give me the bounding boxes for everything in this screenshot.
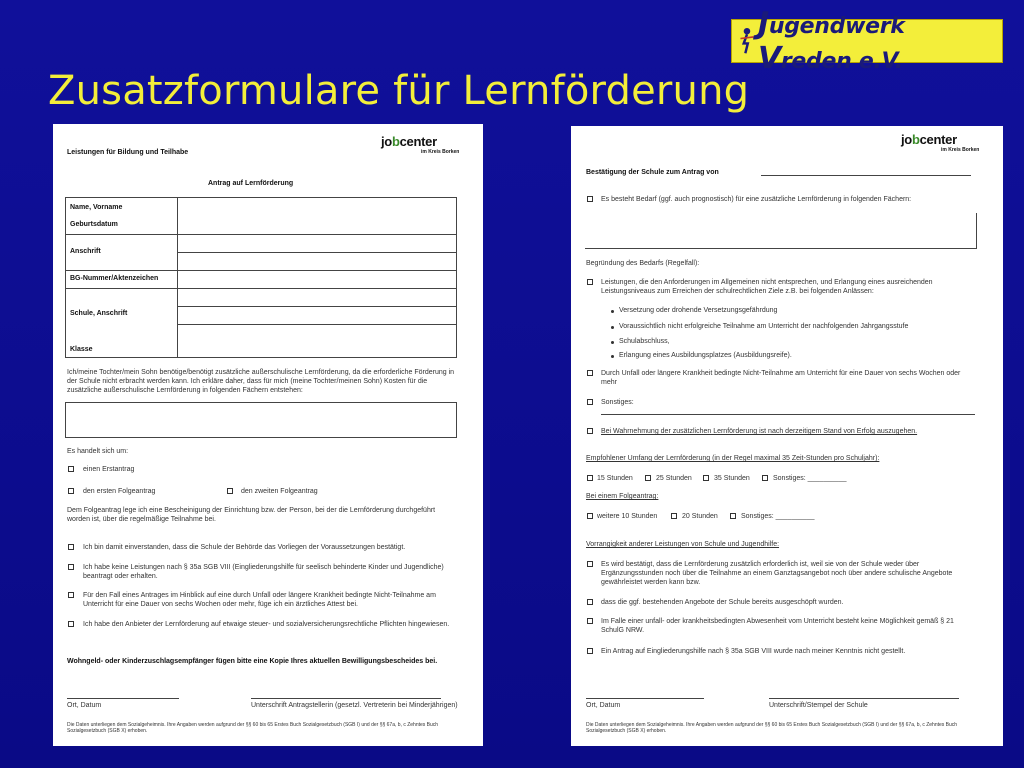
checkbox-v3[interactable] xyxy=(587,618,593,624)
checkbox-20-stunden[interactable] xyxy=(671,513,677,519)
option-zweiter-folgeantrag: den zweiten Folgeantrag xyxy=(241,488,318,495)
sig-antragsteller: Unterschrift Antragstellerin (gesetzl. Vertreterin bei Minderjährigen) xyxy=(251,702,458,709)
option-sonstiges-folge: Sonstiges: __________ xyxy=(741,513,815,520)
logo-text: Jugendwerk Vreden e.V. xyxy=(757,6,905,76)
jobcenter-subtitle: im Kreis Borken xyxy=(421,149,460,155)
v2-text: dass die ggf. bestehenden Angebote der Schule bereits ausgeschöpft wurden. xyxy=(601,599,844,606)
checkbox-anbieter[interactable] xyxy=(68,621,74,627)
checkbox-attest[interactable] xyxy=(68,592,74,598)
checkbox-25-stunden[interactable] xyxy=(645,475,651,481)
label-address: Anschrift xyxy=(70,248,101,255)
form-bestaetigung-schule xyxy=(571,126,1003,746)
leistungen-text: Leistungen, die den Anforderungen im Allgemeinen nicht entsprechen, und Erlangung eines ausreichenden Leistungsniveaus zum Erreichen der schulrechtlichen Ziele z.B. bei folgenden Anlässen: xyxy=(601,279,933,295)
jugendwerk-logo xyxy=(731,6,1003,76)
form-header: Bestätigung der Schule zum Antrag von xyxy=(586,169,719,176)
begruendung-label: Begründung des Bedarfs (Regelfall): xyxy=(586,260,700,267)
check-anbieter: Ich habe den Anbieter der Lernförderung auf etwaige steuer- und sozialversicherungsrechtliche Pflichten hingewiesen. xyxy=(83,621,450,628)
checkbox-35-stunden[interactable] xyxy=(703,475,709,481)
v4-text: Ein Antrag auf Eingliederungshilfe nach § 35a SGB VIII wurde nach meiner Kenntnis nicht gestellt. xyxy=(601,648,906,655)
form-antrag-lernfoerderung xyxy=(53,124,483,746)
folgeantrag-label: Bei einem Folgeantrag: xyxy=(586,493,659,500)
jobcenter-logo: jobcenter xyxy=(381,134,437,149)
option-sonstiges-umfang: Sonstiges: __________ xyxy=(773,475,847,482)
v3-text: Im Falle einer unfall- oder krankheitsbedingten Abwesenheit vom Unterricht besteht keine Möglichkeit gemäß § 21 SchulG NRW. xyxy=(601,618,954,634)
sig-ort-datum: Ort, Datum xyxy=(67,702,102,709)
checkbox-v2[interactable] xyxy=(587,599,593,605)
label-name: Name, Vorname xyxy=(70,204,123,211)
sig-ort-datum: Ort, Datum xyxy=(586,702,621,709)
checkbox-einverstanden[interactable] xyxy=(68,544,74,550)
check-attest: Für den Fall eines Antrages im Hinblick auf eine durch Unfall oder längere Krankheit bedingte Nicht-Teilnahme am Unterricht für eine Dauer von sechs Wochen oder mehr, füge ich ein ärztliches Attest bei. xyxy=(83,592,436,608)
intro-text: Ich/meine Tochter/mein Sohn benötige/benötigt zusätzliche außerschulische Lernförderung, da die erforderliche Förderung in der Schule nicht erbracht werden kann. Ich erkläre daher, dass für mich (meine Tochter/meinen Sohn) Kosten für die zusätzliche außerschulische Lernförderung in folgenden Fächern entstehen: xyxy=(67,369,455,394)
checkbox-15-stunden[interactable] xyxy=(587,475,593,481)
checkbox-v1[interactable] xyxy=(587,561,593,567)
v1-text: Es wird bestätigt, dass die Lernförderung zusätzlich erforderlich ist, weil sie von der Schule weder über Ergänzungsstunden noch über die Teilnahme an einem Ganztagsangebot noch über andere schulische Angebote gewährleistet werden kann bzw. xyxy=(601,561,953,586)
checkbox-wahrnehmung[interactable] xyxy=(587,428,593,434)
checkbox-unfall[interactable] xyxy=(587,370,593,376)
label-birth: Geburtsdatum xyxy=(70,221,118,228)
handelt-label: Es handelt sich um: xyxy=(67,448,129,455)
bullet-4: Erlangung eines Ausbildungsplatzes (Ausbildungsreife). xyxy=(619,352,792,359)
label-class: Klasse xyxy=(70,346,93,353)
unfall-text: Durch Unfall oder längere Krankheit bedingte Nicht-Teilnahme am Unterricht für eine Dauer von sechs Wochen oder mehr xyxy=(601,370,961,386)
check-einverstanden: Ich bin damit einverstanden, dass die Schule der Behörde das Vorliegen der Voraussetzungen bestätigt. xyxy=(83,544,406,551)
label-bg-number: BG-Nummer/Aktenzeichen xyxy=(70,275,159,282)
folge-note: Dem Folgeantrag lege ich eine Bescheinigung der Einrichtung bzw. der Person, bei der die Lernförderung durchgeführt worden ist, über die regelmäßige Teilnahme bei. xyxy=(67,507,436,523)
checkbox-weitere-10[interactable] xyxy=(587,513,593,519)
bedarf-text: Es besteht Bedarf (ggf. auch prognostisch) für eine zusätzliche Lernförderung in folgenden Fächern: xyxy=(601,196,912,203)
option-15-stunden: 15 Stunden xyxy=(597,475,633,482)
checkbox-sonstiges-umfang[interactable] xyxy=(762,475,768,481)
personal-data-table xyxy=(65,197,457,358)
bullet-3: Schulabschluss, xyxy=(619,338,670,345)
bullet-1: Versetzung oder drohende Versetzungsgefährdung xyxy=(619,307,778,314)
slide-title: Zusatzformulare für Lernförderung xyxy=(48,68,750,114)
subjects-box[interactable] xyxy=(65,402,457,438)
label-school: Schule, Anschrift xyxy=(70,310,128,317)
jobcenter-logo: jobcenter xyxy=(901,132,957,147)
checkbox-v4[interactable] xyxy=(587,648,593,654)
jobcenter-subtitle: im Kreis Borken xyxy=(941,147,980,153)
checkbox-bedarf[interactable] xyxy=(587,196,593,202)
wahrnehmung-text: Bei Wahrnehmung der zusätzlichen Lernförderung ist nach derzeitigem Stand von Erfolg auszugehen. xyxy=(601,428,918,435)
check-keine-leistungen: Ich habe keine Leistungen nach § 35a SGB VIII (Eingliederungshilfe für seelisch behinderte Kinder und Jugendliche) beantragt oder erhalten. xyxy=(83,564,444,580)
form-header: Leistungen für Bildung und Teilhabe xyxy=(67,149,189,156)
sig-schule: Unterschrift/Stempel der Schule xyxy=(769,702,868,709)
option-erstantrag: einen Erstantrag xyxy=(83,466,135,473)
checkbox-sonstiges-folge[interactable] xyxy=(730,513,736,519)
vorrang-label: Vorrangigkeit anderer Leistungen von Schule und Jugendhilfe: xyxy=(586,541,780,548)
checkbox-leistungen[interactable] xyxy=(587,279,593,285)
figure-icon xyxy=(738,24,756,58)
checkbox-keine-leistungen[interactable] xyxy=(68,564,74,570)
checkbox-erster-folgeantrag[interactable] xyxy=(68,488,74,494)
sonstiges-text: Sonstiges: xyxy=(601,399,634,406)
option-weitere-10: weitere 10 Stunden xyxy=(597,513,658,520)
checkbox-zweiter-folgeantrag[interactable] xyxy=(227,488,233,494)
option-35-stunden: 35 Stunden xyxy=(714,475,750,482)
option-20-stunden: 20 Stunden xyxy=(682,513,718,520)
bullet-2: Voraussichtlich nicht erfolgreiche Teilnahme am Unterricht der nachfolgenden Jahrgangsstufe xyxy=(619,323,909,330)
checkbox-erstantrag[interactable] xyxy=(68,466,74,472)
privacy-footer: Die Daten unterliegen dem Sozialgeheimnis. Ihre Angaben werden aufgrund der §§ 60 bis 65 Erstes Buch Sozialgesetzbuch (SGB I) und der §§ 67a, b, c Zehntes Buch Sozialgesetzbuch (SGB X) erhoben. xyxy=(67,722,439,734)
bedarf-subjects-box[interactable] xyxy=(585,213,977,249)
umfang-label: Empfohlener Umfang der Lernförderung (in der Regel maximal 35 Zeit-Stunden pro Schuljahr): xyxy=(586,455,880,462)
form-title: Antrag auf Lernförderung xyxy=(208,180,294,187)
option-erster-folgeantrag: den ersten Folgeantrag xyxy=(83,488,156,495)
option-25-stunden: 25 Stunden xyxy=(656,475,692,482)
privacy-footer: Die Daten unterliegen dem Sozialgeheimnis. Ihre Angaben werden aufgrund der §§ 60 bis 65 Erstes Buch Sozialgesetzbuch (SGB I) und der §§ 67a, b, c Zehntes Buch Sozialgesetzbuch (SGB X) erhoben. xyxy=(586,722,958,734)
checkbox-sonstiges[interactable] xyxy=(587,399,593,405)
wohngeld-note: Wohngeld- oder Kinderzuschlagsempfänger fügen bitte eine Kopie Ihres aktuellen Bewilligungsbescheides bei. xyxy=(67,658,438,665)
